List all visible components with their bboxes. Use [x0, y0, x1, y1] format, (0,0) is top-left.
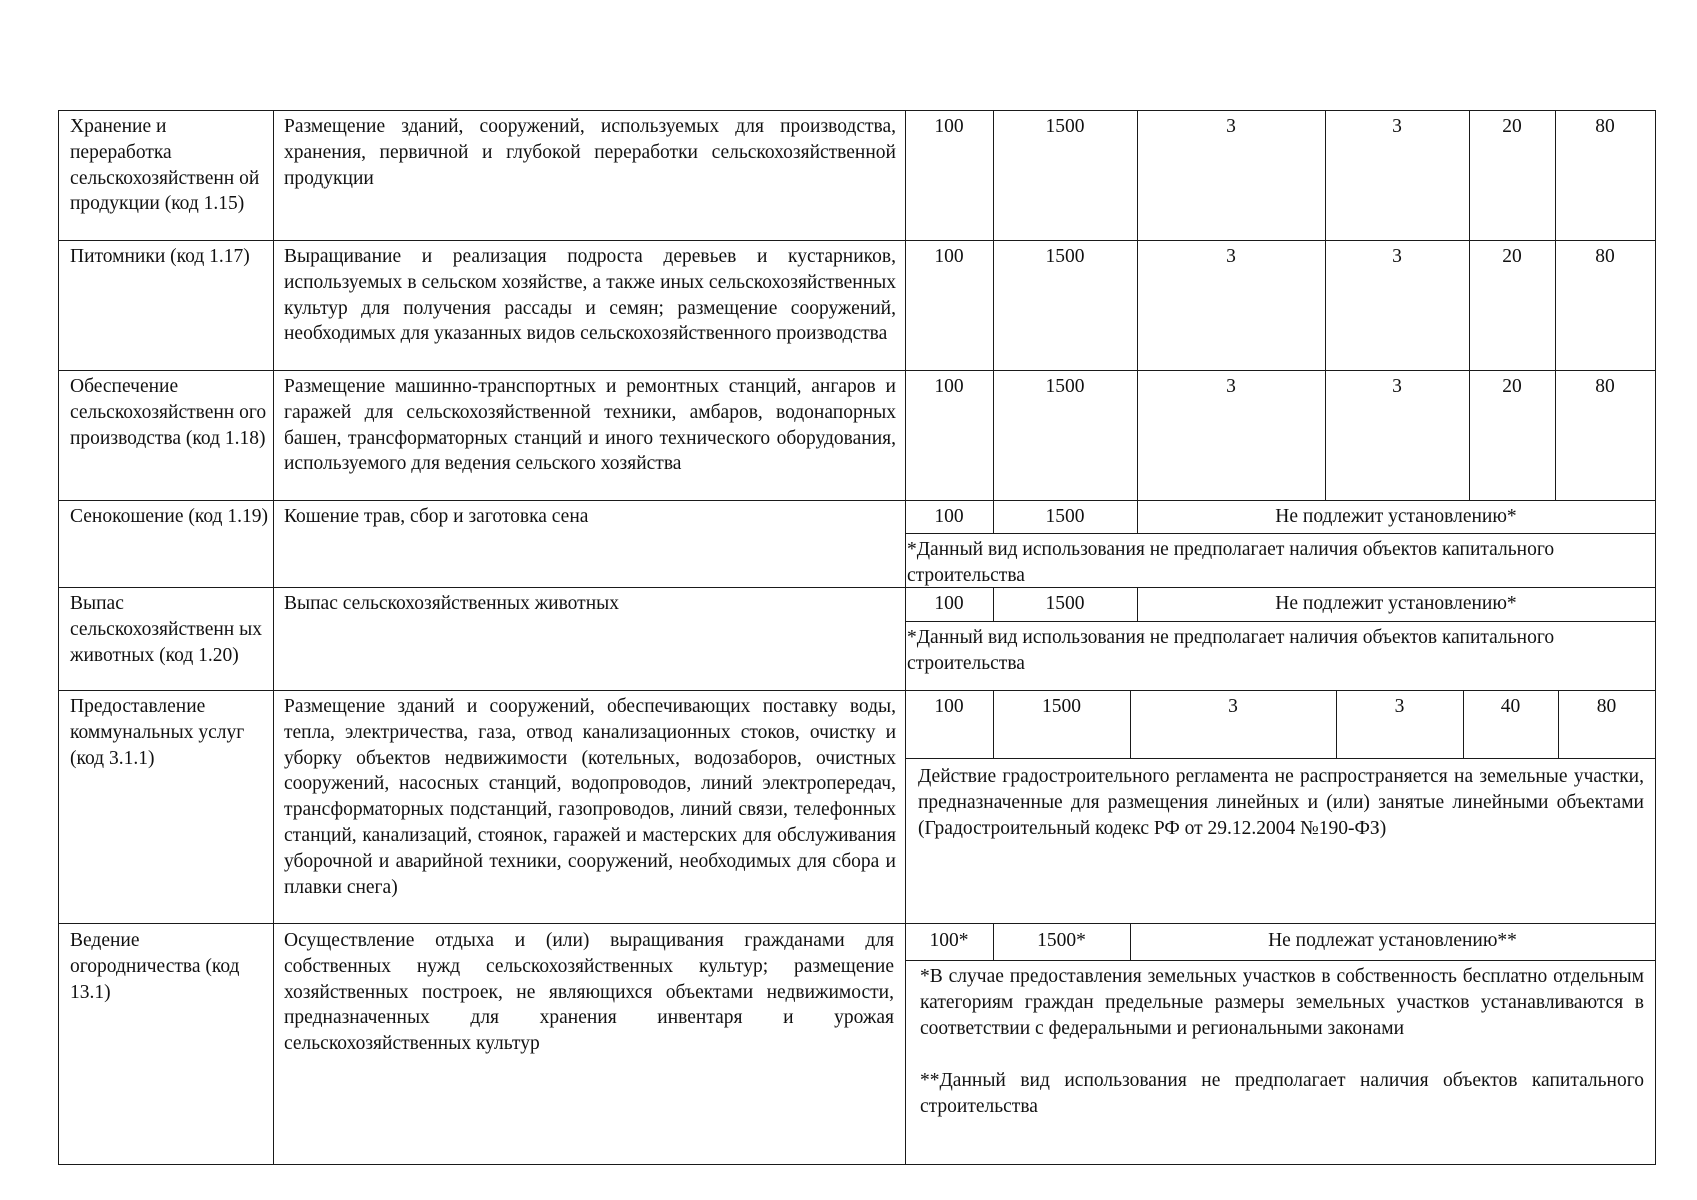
row-divider	[58, 500, 1656, 501]
row-note: *Данный вид использования не предполагает наличия объектов капитального строительства	[907, 627, 1555, 674]
row-description: Размещение машинно-транспортных и ремонтных станций, ангаров и гаражей для сельскохозяйственной техники, амбаров, водонапорных башен, трансформаторных станций и иного технического оборудования, используемого для ведения сельского хозяйства	[284, 376, 896, 475]
max-area-value: 1500	[1045, 593, 1085, 614]
value-column-divider	[1469, 110, 1470, 500]
row-divider	[58, 240, 1656, 241]
row-description: Размещение зданий и сооружений, обеспечивающих поставку воды, тепла, электричества, газа, отвод канализационных стоков, очистку и уборку объектов недвижимости (котельных, водозаборов, очистных сооружений, насосных станций, водопроводов, линий электропередач, трансформаторных подстанций, газопроводов, линий связи, телефонных станций, канализаций, стоянок, гаражей и мастерских для обслуживания уборочной и аварийной техники, сооружений, необходимых для сбора и плавки снега)	[284, 696, 896, 898]
coverage-min-value: 20	[1502, 116, 1522, 137]
min-area-value: 100	[934, 116, 964, 137]
row-note-secondary: **Данный вид использования не предполагает наличия объектов капитального строительства	[920, 1070, 1644, 1117]
row-description: Осуществление отдыха и (или) выращивания гражданами для собственных нужд сельскохозяйственных культур; размещение хозяйственных построек, не являющихся объектами недвижимости, предназначенных для хранения инвентаря и урожая сельскохозяйственных культур	[284, 930, 894, 1055]
value-column-divider	[1137, 110, 1138, 500]
table-border-right	[1655, 110, 1656, 1164]
coverage-max-value: 80	[1595, 246, 1615, 267]
coverage-min-value: 20	[1502, 246, 1522, 267]
table-border-left	[58, 110, 59, 1164]
row-note: Действие градостроительного регламента не распространяется на земельные участки, предназначенные для размещения линейных и (или) занятые линейными объектами (Градостроительный кодекс РФ от 29.12.2004 №190-ФЗ)	[918, 766, 1644, 839]
row-name: Предоставление коммунальных услуг (код 3.1.1)	[70, 696, 245, 769]
coverage-max-value: 80	[1595, 376, 1615, 397]
value-subrow-divider	[905, 533, 1656, 534]
setback-value: 3	[1226, 246, 1236, 267]
max-area-value: 1500	[1042, 696, 1081, 717]
row-note: *Данный вид использования не предполагает наличия объектов капитального строительства	[907, 539, 1555, 586]
value-subrow-divider	[905, 758, 1656, 759]
value-subrow-divider	[905, 960, 1656, 961]
value-column-divider	[1555, 110, 1556, 500]
row-name: Сенокошение (код 1.19)	[70, 506, 268, 527]
row-divider	[58, 923, 1656, 924]
coverage-max-value: 80	[1595, 116, 1615, 137]
row-name: Питомники (код 1.17)	[70, 246, 250, 267]
value-column-divider	[993, 110, 994, 500]
value-subrow-divider	[905, 621, 1656, 622]
setback-value: 3	[1226, 116, 1236, 137]
max-area-value: 1500	[1045, 506, 1085, 527]
max-area-value: 1500	[1045, 116, 1085, 137]
row-name: Ведение огородничества (код 13.1)	[70, 930, 240, 1003]
max-area-value: 1500*	[1037, 930, 1086, 951]
row-name: Обеспечение сельскохозяйственн ого производства (код 1.18)	[70, 376, 267, 449]
floors-value: 3	[1392, 246, 1402, 267]
row-description: Размещение зданий, сооружений, используемых для производства, хранения, первичной и глубокой переработки сельскохозяйственной продукции	[284, 116, 896, 189]
min-area-value: 100*	[929, 930, 969, 951]
not-established-label: Не подлежат установлению**	[1268, 930, 1517, 951]
floors-value: 3	[1394, 696, 1405, 717]
row-note: *В случае предоставления земельных участков в собственность бесплатно отдельным категориям граждан предельные размеры земельных участков устанавливаются в соответствии с федеральными и региональными законами	[920, 966, 1644, 1039]
not-established-label: Не подлежит установлению*	[1275, 593, 1517, 614]
coverage-max-value: 80	[1596, 696, 1617, 717]
row-description: Выращивание и реализация подроста деревьев и кустарников, используемых в сельском хозяйстве, а также иных сельскохозяйственных культур для получения рассады и семян; размещение сооружений, необходимых для указанных видов сельскохозяйственного производства	[284, 246, 896, 345]
row-divider	[58, 1164, 1656, 1165]
max-area-value: 1500	[1045, 376, 1085, 397]
coverage-min-value: 20	[1502, 376, 1522, 397]
not-established-label: Не подлежит установлению*	[1275, 506, 1517, 527]
floors-value: 3	[1392, 116, 1402, 137]
min-area-value: 100	[934, 593, 964, 614]
value-column-divider	[1325, 110, 1326, 500]
max-area-value: 1500	[1045, 246, 1085, 267]
row-name: Выпас сельскохозяйственн ых животных (код 1.20)	[70, 593, 262, 666]
setback-value: 3	[1226, 376, 1236, 397]
min-area-value: 100	[934, 246, 964, 267]
row-description: Выпас сельскохозяйственных животных	[284, 593, 619, 614]
row-description: Кошение трав, сбор и заготовка сена	[284, 506, 589, 527]
row-divider	[58, 370, 1656, 371]
row-name: Хранение и переработка сельскохозяйственн ой продукции (код 1.15)	[70, 116, 260, 215]
coverage-min-value: 40	[1500, 696, 1521, 717]
column-divider	[273, 110, 274, 1164]
floors-value: 3	[1392, 376, 1402, 397]
setback-value: 3	[1228, 696, 1238, 717]
row-divider	[58, 690, 1656, 691]
row-divider	[58, 110, 1656, 111]
min-area-value: 100	[934, 506, 964, 527]
min-area-value: 100	[934, 376, 964, 397]
min-area-value: 100	[934, 696, 964, 717]
